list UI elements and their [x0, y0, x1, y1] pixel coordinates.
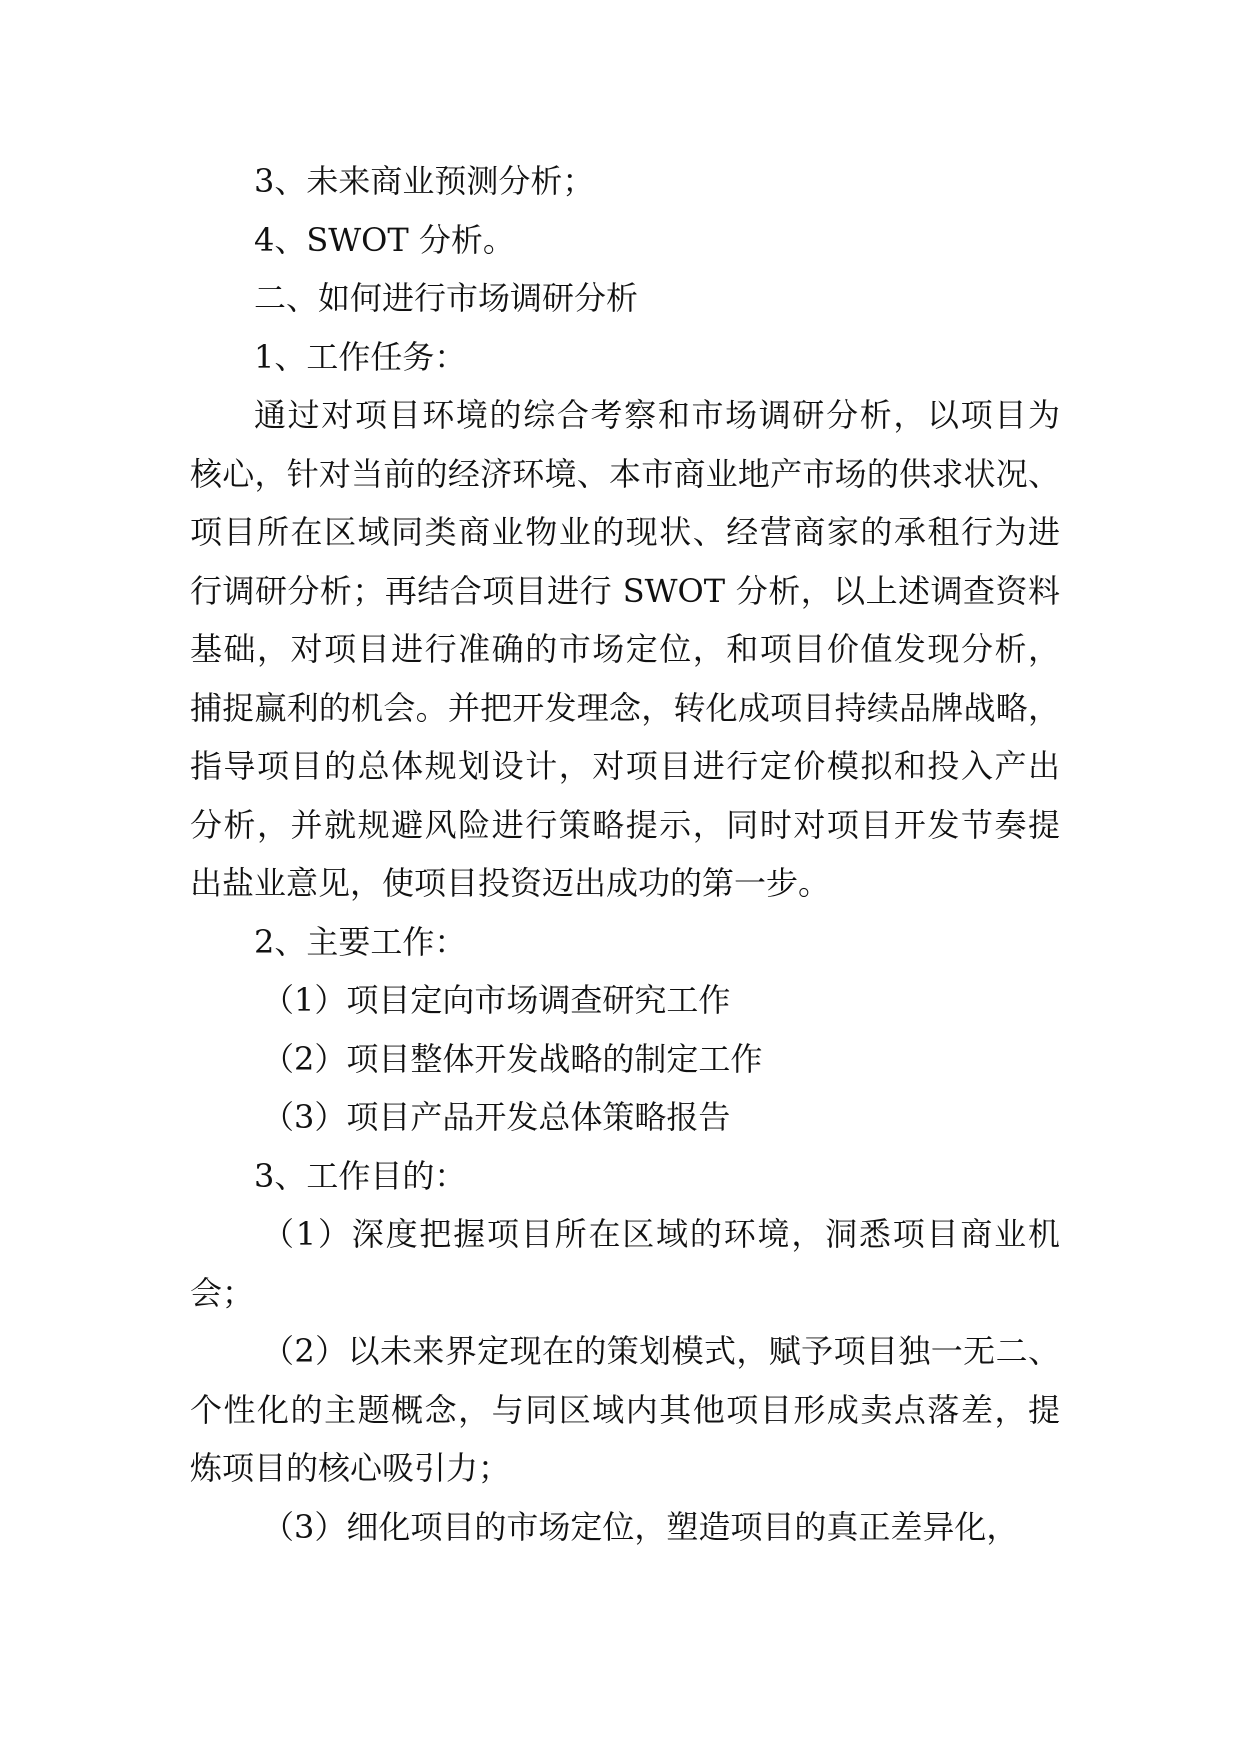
subsection-heading: 1、工作任务：: [254, 337, 467, 376]
paragraph-line: 基础，对项目进行准确的市场定位，和项目价值发现分析，: [190, 630, 1060, 668]
list-item: （3）项目产品开发总体策略报告: [262, 1098, 731, 1136]
paragraph-line: 出盐业意见，使项目投资迈出成功的第一步。: [190, 864, 831, 902]
paragraph-line: （1）深度把握项目所在区域的环境，洞悉项目商业机: [262, 1215, 1060, 1253]
paragraph-line: 项目所在区域同类商业物业的现状、经营商家的承租行为进: [190, 513, 1060, 551]
paragraph-line: 通过对项目环境的综合考察和市场调研分析，以项目为: [254, 396, 1060, 434]
paragraph-line: 炼项目的核心吸引力；: [190, 1449, 511, 1487]
list-item: 4、SWOT 分析。: [254, 220, 515, 259]
document-body: [190, 152, 1060, 1556]
paragraph-line: 行调研分析；再结合项目进行 SWOT 分析，以上述调查资料: [190, 571, 1060, 610]
paragraph-line: 个性化的主题概念，与同区域内其他项目形成卖点落差，提: [190, 1390, 1060, 1429]
subsection-heading: 2、主要工作：: [254, 922, 467, 961]
paragraph-line: 会；: [190, 1273, 255, 1312]
paragraph-line: 捕捉赢利的机会。并把开发理念，转化成项目持续品牌战略，: [190, 688, 1060, 727]
section-heading: 二、如何进行市场调研分析: [254, 279, 639, 317]
list-item: 3、未来商业预测分析；: [254, 162, 595, 200]
subsection-heading: 3、工作目的：: [254, 1156, 467, 1195]
list-item: （1）项目定向市场调查研究工作: [262, 981, 731, 1019]
paragraph-line: 核心，针对当前的经济环境、本市商业地产市场的供求状况、: [190, 454, 1060, 493]
paragraph-line: （2）以未来界定现在的策划模式，赋予项目独一无二、: [262, 1332, 1060, 1370]
paragraph-line: （3）细化项目的市场定位，塑造项目的真正差异化，: [262, 1507, 1019, 1546]
paragraph-line: 分析，并就规避风险进行策略提示，同时对项目开发节奏提: [190, 805, 1060, 844]
paragraph-line: 指导项目的总体规划设计，对项目进行定价模拟和投入产出: [190, 747, 1060, 785]
list-item: （2）项目整体开发战略的制定工作: [262, 1039, 763, 1078]
